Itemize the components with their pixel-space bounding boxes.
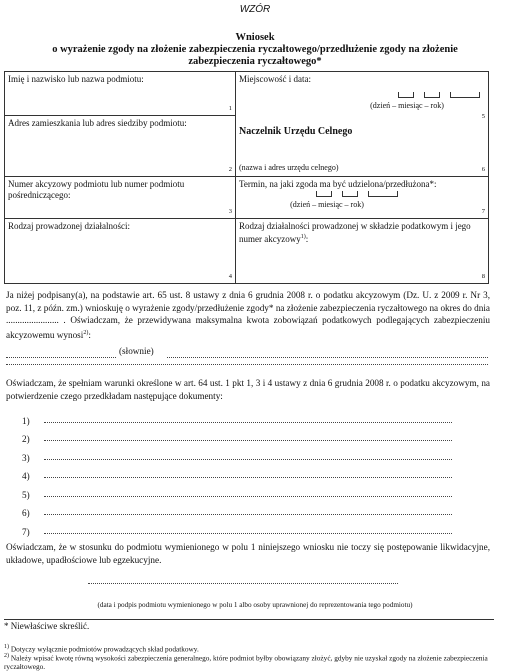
document-item bbox=[22, 518, 452, 537]
document-item-number: 7) bbox=[22, 526, 30, 537]
amount-field[interactable] bbox=[6, 349, 116, 358]
paragraph-request-end: : bbox=[88, 329, 91, 340]
field-3-label: Numer akcyzowy podmiotu lub numer podmiotu pośredniczącego: bbox=[8, 179, 185, 200]
field-8-number: 8 bbox=[481, 273, 485, 280]
document-item-field[interactable] bbox=[44, 477, 452, 478]
field-4-number: 4 bbox=[228, 273, 232, 280]
field-3[interactable] bbox=[5, 177, 236, 219]
document-item bbox=[22, 481, 452, 500]
paragraph-conditions: Oświadczam, że spełniam warunki określone w art. 64 ust. 1 pkt 1, 3 i 4 ustawy z dnia 6 grudnia 2008 r. o podatku akcyzowym, na potwierdzenie czego przedkładam następujące dokumenty: bbox=[6, 378, 490, 401]
form-subtitle-line2: zabezpieczenia ryczałtowego* bbox=[188, 56, 322, 67]
field-2-label: Adres zamieszkania lub adres siedziby podmiotu: bbox=[8, 118, 187, 128]
field-6 bbox=[236, 124, 488, 176]
document-item bbox=[22, 426, 452, 445]
field-1-number: 1 bbox=[228, 105, 232, 112]
documents-list bbox=[22, 407, 452, 537]
footnote-1-mark: 1) bbox=[4, 644, 9, 650]
field-5-label: Miejscowość i data: bbox=[239, 74, 311, 84]
asterisk-note: * Niewłaściwe skreślić. bbox=[4, 621, 90, 631]
field-7-label: Termin, na jaki zgoda ma być udzielona/przedłużona*: bbox=[239, 179, 437, 189]
footnote-2-mark: 2) bbox=[4, 653, 9, 659]
paragraph-no-proceedings: Oświadczam, że w stosunku do podmiotu wymienionego w polu 1 niniejszego wniosku nie toczy się postępowanie likwidacyjne, układowe, upadłościowe lub egzekucyjne. bbox=[6, 542, 490, 565]
document-item bbox=[22, 444, 452, 463]
field-7-number: 7 bbox=[481, 208, 485, 215]
footnote-ref-2: 2) bbox=[83, 329, 89, 336]
document-item-number: 6) bbox=[22, 508, 30, 518]
footnote-2 bbox=[4, 652, 488, 671]
customs-office-head: Naczelnik Urzędu Celnego bbox=[239, 126, 353, 137]
field-2-number: 2 bbox=[228, 166, 232, 173]
document-item-number: 5) bbox=[22, 489, 30, 500]
amount-in-words-field[interactable] bbox=[167, 349, 488, 358]
field-5-number: 5 bbox=[481, 113, 485, 120]
field-7-date-caption: (dzień – miesiąc – rok) bbox=[290, 200, 364, 209]
document-item-number: 2) bbox=[22, 434, 30, 444]
document-item-number: 3) bbox=[22, 452, 30, 463]
application-form-table bbox=[4, 71, 489, 284]
field-3-number: 3 bbox=[228, 208, 232, 215]
document-item-number: 4) bbox=[22, 471, 30, 481]
field-1[interactable] bbox=[5, 72, 236, 116]
field-4[interactable] bbox=[5, 219, 236, 284]
field-8[interactable] bbox=[236, 219, 489, 284]
wzor-label: WZÓR bbox=[239, 4, 271, 15]
document-item-field[interactable] bbox=[44, 440, 452, 441]
document-item bbox=[22, 500, 452, 519]
signature-field[interactable] bbox=[88, 583, 398, 584]
field-5-6 bbox=[236, 72, 489, 177]
signature-caption: (data i podpis podmiotu wymienionego w polu 1 albo osoby uprawnionej do reprezentowania tego podmiotu) bbox=[97, 601, 413, 609]
field-8-label: Rodzaj działalności prowadzonej w składzie podatkowym i jego numer akcyzowy bbox=[239, 221, 471, 244]
field-5-date-caption: (dzień – miesiąc – rok) bbox=[370, 101, 444, 110]
document-item-field[interactable] bbox=[44, 459, 452, 460]
document-item bbox=[22, 463, 452, 482]
document-item-field[interactable] bbox=[44, 533, 452, 534]
document-item-number: 1) bbox=[22, 415, 30, 426]
amount-continuation-field[interactable] bbox=[6, 364, 488, 365]
footnote-2-text: Należy wpisać kwotę równą wysokości zabezpieczenia generalnego, które podmiot byłby obowiązany złożyć, gdyby nie uzyskał zgody na złożenie zabezpieczenia ryczałtowego. bbox=[4, 653, 488, 672]
field-1-label: Imię i nazwisko lub nazwa podmiotu: bbox=[8, 74, 144, 84]
form-title: Wniosek bbox=[235, 32, 275, 43]
field-7[interactable] bbox=[236, 177, 489, 219]
document-item bbox=[22, 407, 452, 426]
field-5[interactable] bbox=[236, 72, 488, 124]
document-item-field[interactable] bbox=[44, 422, 452, 423]
field-8-colon: : bbox=[305, 234, 309, 244]
form-subtitle-line1: o wyrażenie zgody na złożenie zabezpieczenia ryczałtowego/przedłużenie zgody na złożenie bbox=[52, 44, 458, 55]
field-2[interactable] bbox=[5, 116, 236, 177]
document-item-field[interactable] bbox=[44, 514, 452, 515]
paragraph-request bbox=[6, 289, 490, 341]
amount-in-words-label: (słownie) bbox=[119, 346, 154, 356]
footnote-1-text: Dotyczy wyłącznie podmiotów prowadzących skład podatkowy. bbox=[10, 644, 199, 654]
document-item-field[interactable] bbox=[44, 496, 452, 497]
field-6-caption: (nazwa i adres urzędu celnego) bbox=[239, 163, 339, 172]
paragraph-request-text: Ja niżej podpisany(a), na podstawie art. 65 ust. 8 ustawy z dnia 6 grudnia 2008 r. o podatku akcyzowym (Dz. U. z 2009 r. Nr 3, poz. 11, z późn. zm.) wnioskuję o wyrażenie zgody/przedłużenie zgody* na złożenie zabezpieczenia ryczałtowego na okres do dnia ....................... . Oświadczam, że przewidywana maksymalna kwota zobowiązań podatkowych podlegających zabezpieczeniu akcyzowemu wynosi bbox=[6, 290, 490, 340]
footer-divider bbox=[4, 619, 494, 620]
footnote-ref-1: 1) bbox=[300, 234, 306, 240]
field-4-label: Rodzaj prowadzonej działalności: bbox=[8, 221, 130, 231]
field-6-number: 6 bbox=[481, 166, 485, 173]
